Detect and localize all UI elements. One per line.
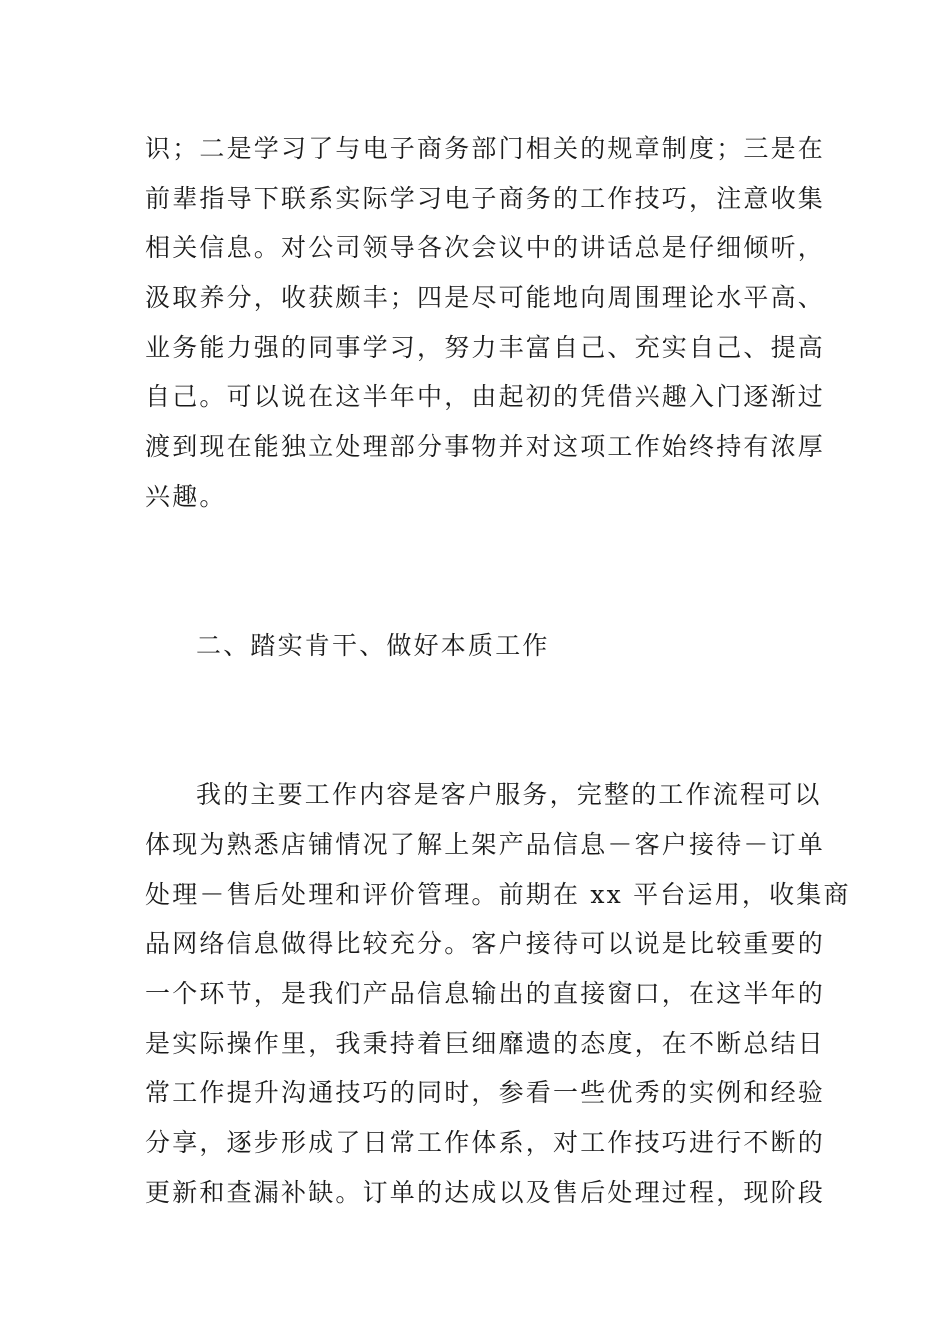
paragraph-2-line-4: 品网络信息做得比较充分。客户接待可以说是比较重要的 xyxy=(145,929,826,958)
paragraph-2-line-8: 分享，逐步形成了日常工作体系，对工作技巧进行不断的 xyxy=(145,1128,826,1157)
paragraph-2-line-1: 我的主要工作内容是客户服务，完整的工作流程可以 xyxy=(196,780,822,809)
paragraph-1-line-2: 前辈指导下联系实际学习电子商务的工作技巧，注意收集 xyxy=(145,184,826,213)
paragraph-1-line-8: 兴趣。 xyxy=(145,482,227,511)
paragraph-2-line-7: 常工作提升沟通技巧的同时，参看一些优秀的实例和经验 xyxy=(145,1078,826,1107)
paragraph-2-line-6: 是实际操作里，我秉持着巨细靡遗的态度，在不断总结日 xyxy=(145,1029,826,1058)
paragraph-1-line-6: 自己。可以说在这半年中，由起初的凭借兴趣入门逐渐过 xyxy=(145,382,826,411)
paragraph-1-line-1: 识；二是学习了与电子商务部门相关的规章制度；三是在 xyxy=(145,134,826,163)
paragraph-2-line-9: 更新和查漏补缺。订单的达成以及售后处理过程，现阶段 xyxy=(145,1178,826,1207)
paragraph-2-line-5: 一个环节，是我们产品信息输出的直接窗口，在这半年的 xyxy=(145,979,826,1008)
paragraph-1-line-4: 汲取养分，收获颇丰；四是尽可能地向周围理论水平高、 xyxy=(145,283,826,312)
paragraph-2-line-2: 体现为熟悉店铺情况了解上架产品信息－客户接待－订单 xyxy=(145,830,826,859)
paragraph-1-line-7: 渡到现在能独立处理部分事物并对这项工作始终持有浓厚 xyxy=(145,432,826,461)
section-heading: 二、踏实肯干、做好本质工作 xyxy=(196,631,550,660)
paragraph-1-line-3: 相关信息。对公司领导各次会议中的讲话总是仔细倾听， xyxy=(145,233,826,262)
paragraph-2-line-3: 处理－售后处理和评价管理。前期在 xx 平台运用，收集商 xyxy=(145,880,851,909)
paragraph-1-line-5: 业务能力强的同事学习，努力丰富自己、充实自己、提高 xyxy=(145,333,826,362)
